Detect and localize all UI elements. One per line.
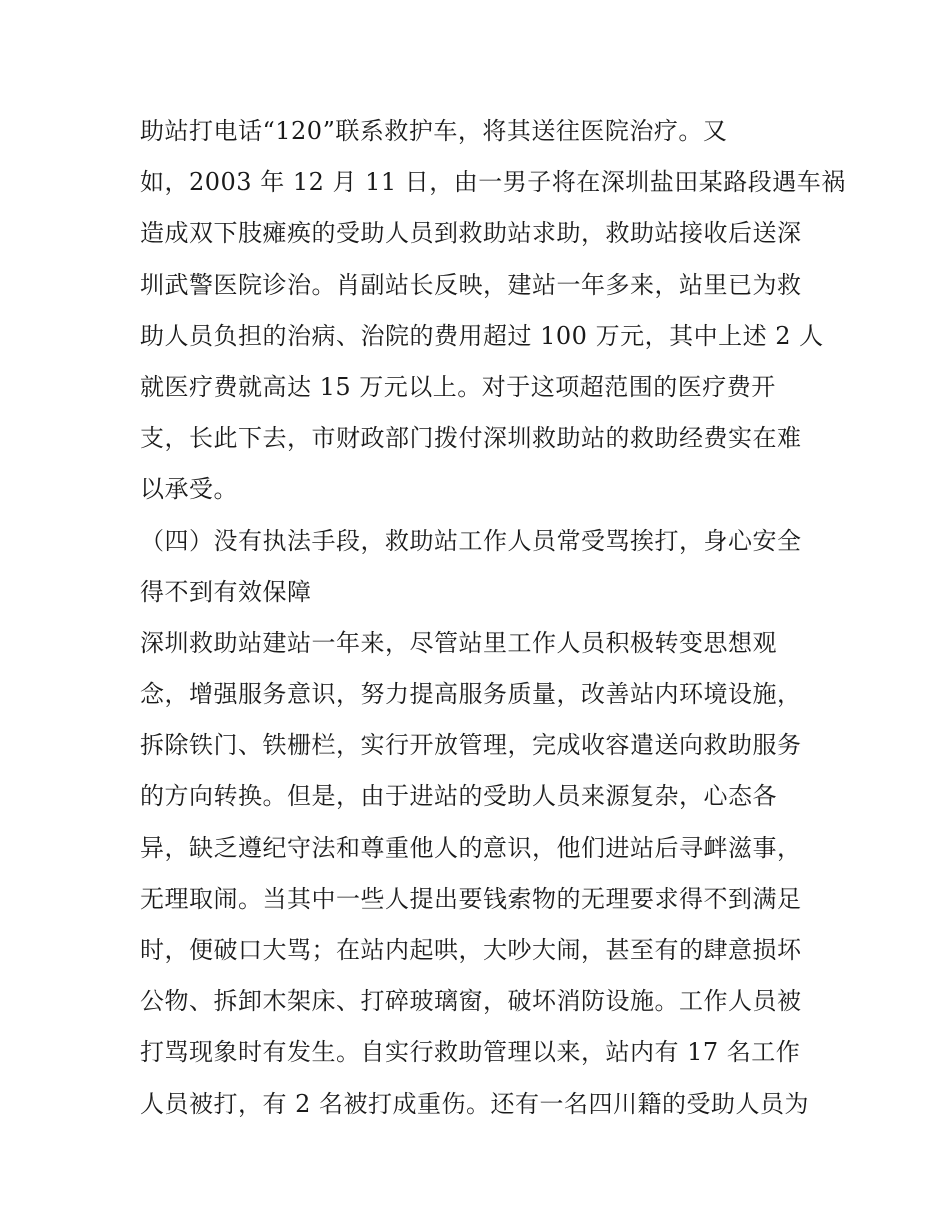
text-line: 助站打电话“120”联系救护车，将其送往医院治疗。又 xyxy=(140,117,728,145)
section-heading-line: （四）没有执法手段，救助站工作人员常受骂挨打，身心安全 xyxy=(140,526,802,555)
text-line: 公物、拆卸木架床、打碎玻璃窗，破坏消防设施。工作人员被 xyxy=(140,987,802,1016)
text-line: 支，长此下去，市财政部门拨付深圳救助站的救助经费实在难 xyxy=(140,424,802,453)
text-line: 念，增强服务意识，努力提高服务质量，改善站内环境设施， xyxy=(140,680,802,709)
text-line: 造成双下肢瘫痪的受助人员到救助站求助，救助站接收后送深 xyxy=(140,219,802,248)
section-heading-line: 得不到有效保障 xyxy=(140,577,312,606)
text-line: 的方向转换。但是，由于进站的受助人员来源复杂，心态各 xyxy=(140,782,777,811)
text-line: 无理取闹。当其中一些人提出要钱索物的无理要求得不到满足 xyxy=(140,884,802,913)
text-line: 助人员负担的治病、治院的费用超过 100 万元，其中上述 2 人 xyxy=(140,321,824,350)
text-line: 以承受。 xyxy=(140,475,238,504)
text-line: 深圳救助站建站一年来，尽管站里工作人员积极转变思想观 xyxy=(140,628,777,657)
text-line: 人员被打，有 2 名被打成重伤。还有一名四川籍的受助人员为 xyxy=(140,1089,810,1118)
text-line: 圳武警医院诊治。肖副站长反映，建站一年多来，站里已为救 xyxy=(140,270,802,299)
document-body xyxy=(140,106,846,1130)
text-line: 拆除铁门、铁栅栏，实行开放管理，完成收容遣送向救助服务 xyxy=(140,731,802,760)
text-line: 异，缺乏遵纪守法和尊重他人的意识，他们进站后寻衅滋事， xyxy=(140,833,802,862)
text-line: 时，便破口大骂；在站内起哄，大吵大闹，甚至有的肆意损坏 xyxy=(140,936,802,964)
text-line: 就医疗费就高达 15 万元以上。对于这项超范围的医疗费开 xyxy=(140,372,776,401)
text-line: 打骂现象时有发生。自实行救助管理以来，站内有 17 名工作 xyxy=(140,1038,801,1067)
text-line: 如，2003 年 12 月 11 日，由一男子将在深圳盐田某路段遇车祸 xyxy=(140,168,846,197)
